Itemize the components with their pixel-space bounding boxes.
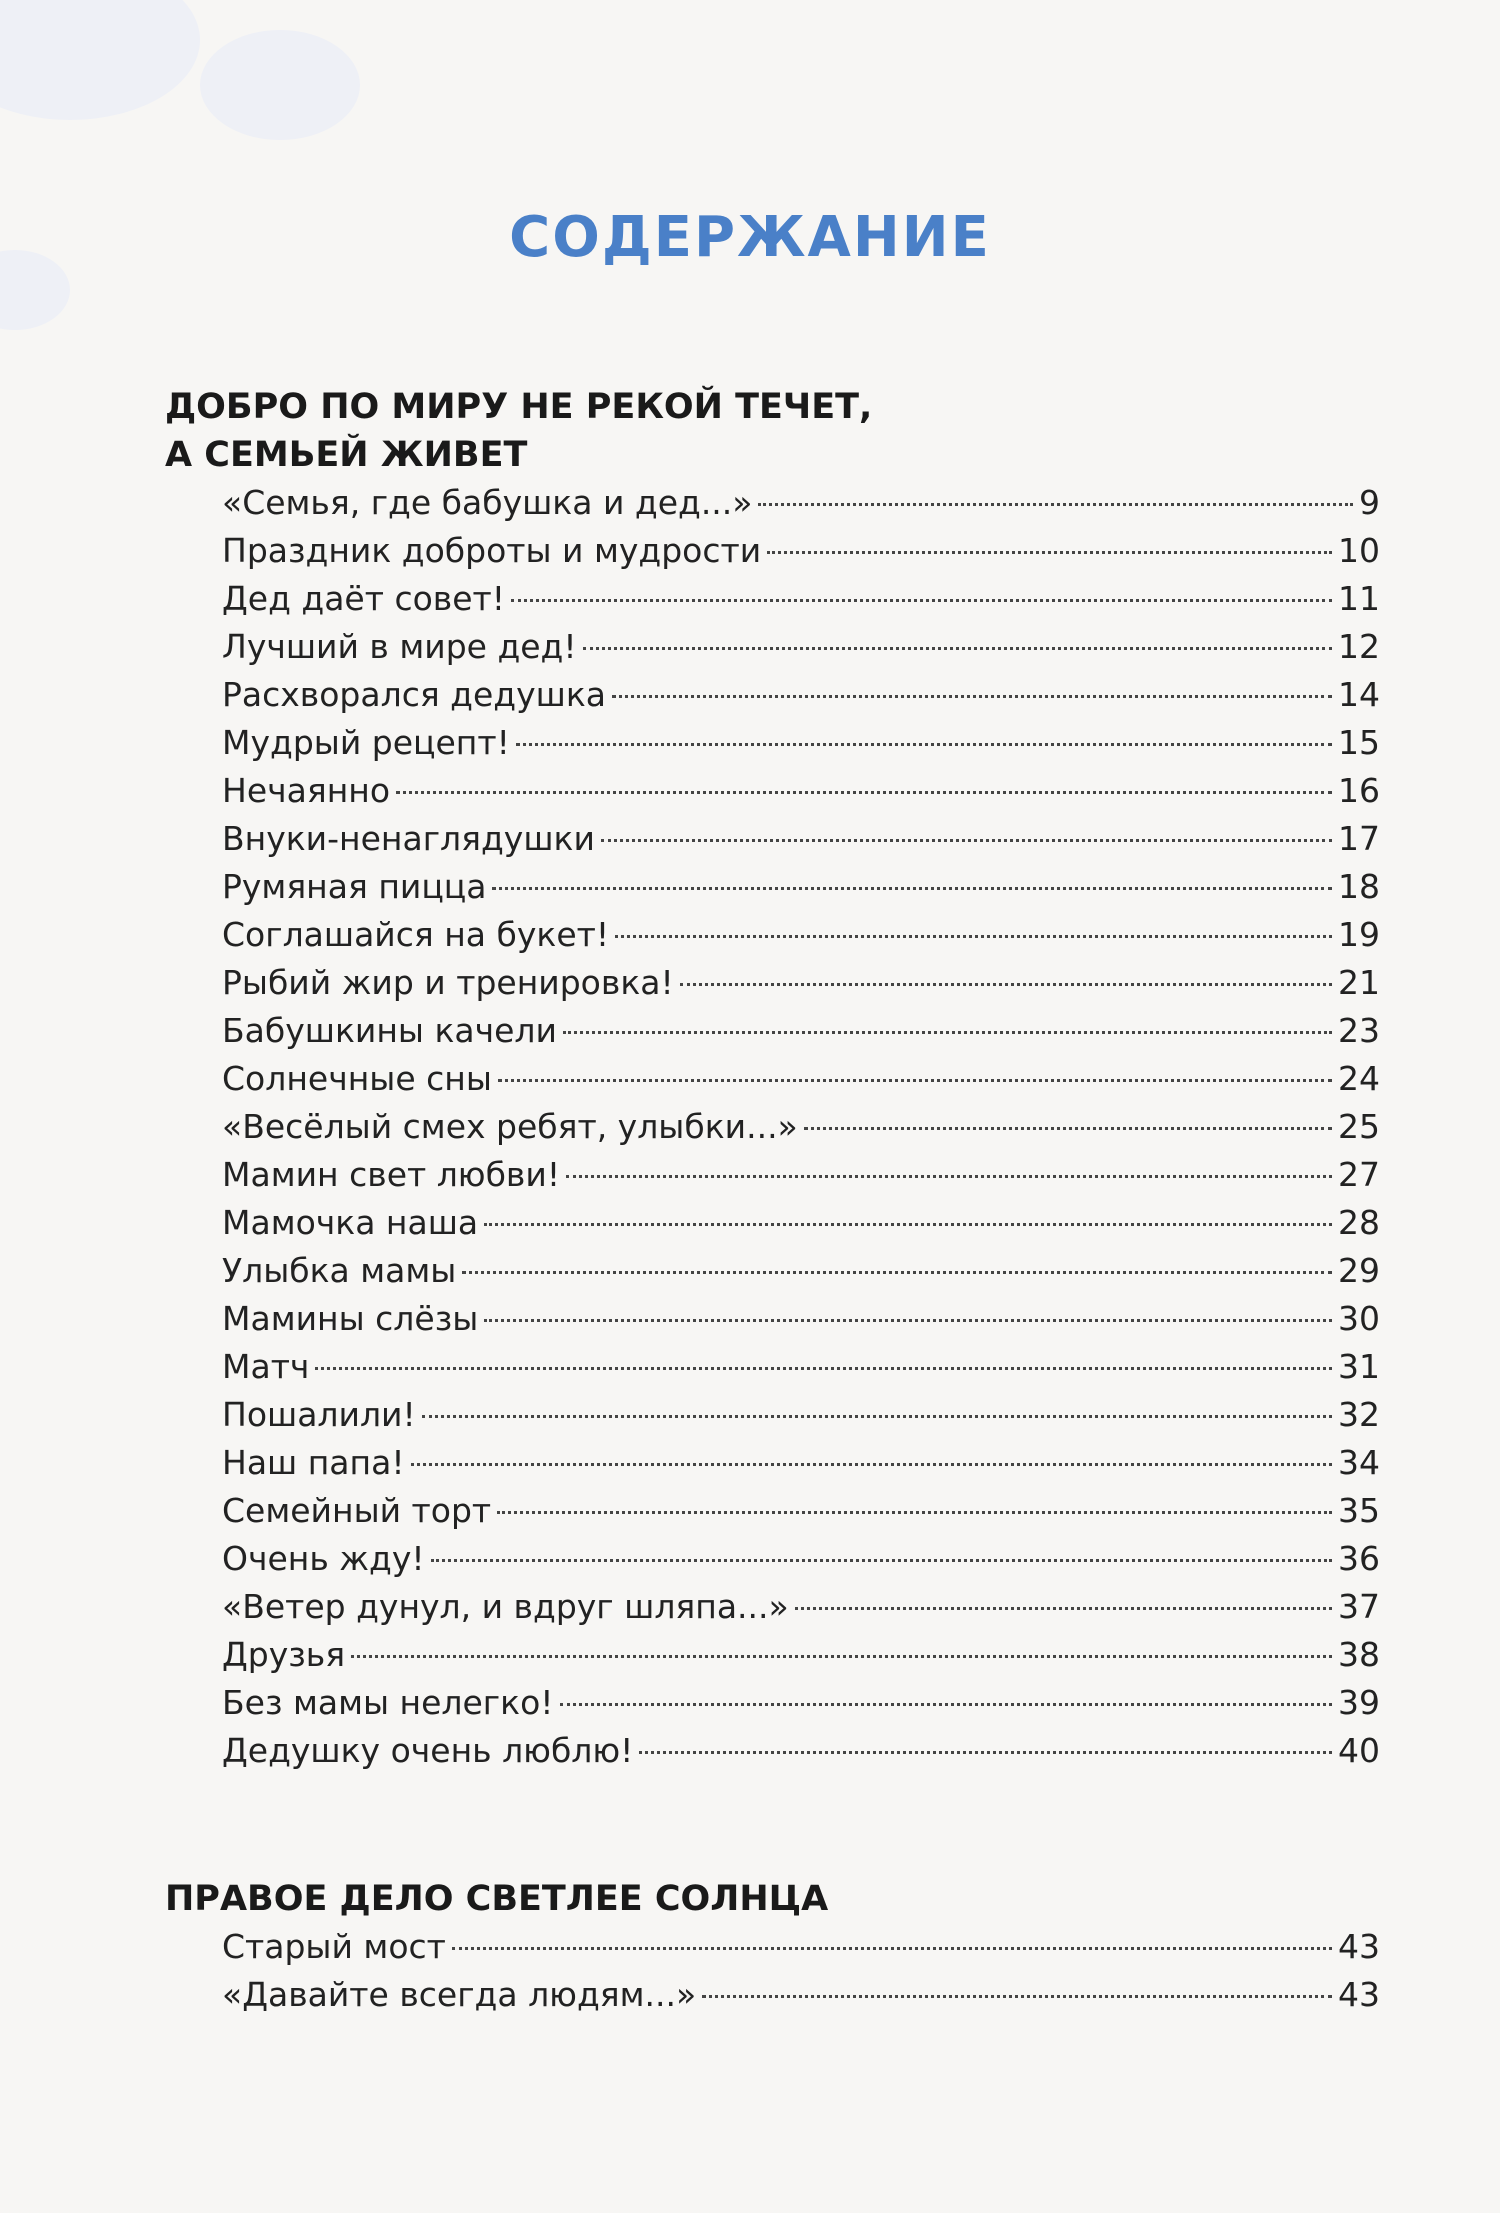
toc-entry[interactable] — [222, 1487, 1380, 1535]
toc-section — [165, 1875, 1380, 2019]
toc-entry-title: Рыбий жир и тренировка! — [222, 963, 674, 1002]
dot-leader — [563, 1031, 1332, 1034]
toc-entry[interactable] — [222, 1151, 1380, 1199]
toc-entry-page-number: 25 — [1338, 1107, 1380, 1146]
dot-leader — [422, 1415, 1332, 1418]
toc-entry[interactable] — [222, 1199, 1380, 1247]
section-heading-line: А СЕМЬЕЙ ЖИВЕТ — [165, 435, 528, 475]
toc-entry-title: Дедушку очень люблю! — [222, 1731, 634, 1770]
dot-leader — [601, 839, 1332, 842]
toc-entry-page-number: 9 — [1359, 483, 1380, 522]
toc-entry-title: «Семья, где бабушка и дед...» — [222, 483, 753, 522]
dot-leader — [498, 1079, 1332, 1082]
toc-entry[interactable] — [222, 575, 1380, 623]
toc-entry-page-number: 40 — [1338, 1731, 1380, 1770]
toc-entry-page-number: 28 — [1338, 1203, 1380, 1242]
toc-entry-page-number: 15 — [1338, 723, 1380, 762]
toc-entry-page-number: 11 — [1338, 579, 1380, 618]
dot-leader — [758, 503, 1353, 506]
toc-entry-page-number: 27 — [1338, 1155, 1380, 1194]
toc-entry-title: Соглашайся на букет! — [222, 915, 610, 954]
toc-entry-page-number: 43 — [1338, 1975, 1380, 2014]
toc-entry[interactable] — [222, 1631, 1380, 1679]
toc-entry-title: Нечаянно — [222, 771, 391, 810]
toc-entry-title: Пошалили! — [222, 1395, 416, 1434]
dot-leader — [497, 1511, 1332, 1514]
toc-entry-title: Солнечные сны — [222, 1059, 492, 1098]
dot-leader — [396, 791, 1332, 794]
toc-entry-page-number: 31 — [1338, 1347, 1380, 1386]
toc-entry-page-number: 37 — [1338, 1587, 1380, 1626]
dot-leader — [566, 1175, 1332, 1178]
toc-entry-title: Мамин свет любви! — [222, 1155, 561, 1194]
toc-entry-title: Без мамы нелегко! — [222, 1683, 554, 1722]
toc-entry[interactable] — [222, 1391, 1380, 1439]
dot-leader — [492, 887, 1332, 890]
toc-entry[interactable] — [222, 959, 1380, 1007]
dot-leader — [511, 599, 1332, 602]
toc-entry-page-number: 30 — [1338, 1299, 1380, 1338]
toc-entry[interactable] — [222, 1923, 1380, 1971]
toc-entry[interactable] — [222, 1727, 1380, 1775]
section-heading-line: ДОБРО ПО МИРУ НЕ РЕКОЙ ТЕЧЕТ, — [165, 387, 873, 427]
toc-entry[interactable] — [222, 1439, 1380, 1487]
toc-entry-page-number: 34 — [1338, 1443, 1380, 1482]
toc-entry[interactable] — [222, 1343, 1380, 1391]
toc-entry[interactable] — [222, 863, 1380, 911]
section-heading-line: ПРАВОЕ ДЕЛО СВЕТЛЕЕ СОЛНЦА — [165, 1879, 829, 1919]
dot-leader — [639, 1751, 1332, 1754]
toc-entry-page-number: 43 — [1338, 1927, 1380, 1966]
toc-entry[interactable] — [222, 479, 1380, 527]
toc-entry[interactable] — [222, 1247, 1380, 1295]
toc-entry[interactable] — [222, 1055, 1380, 1103]
dot-leader — [484, 1223, 1332, 1226]
toc-entry[interactable] — [222, 719, 1380, 767]
toc-entry[interactable] — [222, 1007, 1380, 1055]
section-heading — [165, 1875, 1380, 1923]
toc-entry-title: Внуки-ненаглядушки — [222, 819, 595, 858]
dot-leader — [560, 1703, 1333, 1706]
toc-entry-title: Наш папа! — [222, 1443, 405, 1482]
dot-leader — [702, 1995, 1332, 1998]
toc-entry-page-number: 21 — [1338, 963, 1380, 1002]
toc-entry[interactable] — [222, 623, 1380, 671]
toc-entry-page-number: 16 — [1338, 771, 1380, 810]
toc-entry[interactable] — [222, 767, 1380, 815]
toc-entry-page-number: 19 — [1338, 915, 1380, 954]
toc-entry-title: Лучший в мире дед! — [222, 627, 577, 666]
toc-entry-page-number: 17 — [1338, 819, 1380, 858]
toc-entry-title: Друзья — [222, 1635, 346, 1674]
toc-entry-title: Расхворался дедушка — [222, 675, 606, 714]
toc-entry-list — [165, 1923, 1380, 2019]
toc-entry-title: Румяная пицца — [222, 867, 487, 906]
toc-entry[interactable] — [222, 1583, 1380, 1631]
toc-entry[interactable] — [222, 671, 1380, 719]
toc-entry[interactable] — [222, 1679, 1380, 1727]
toc-entry-title: Мамины слёзы — [222, 1299, 479, 1338]
dot-leader — [452, 1947, 1332, 1950]
toc-entry-title: Матч — [222, 1347, 310, 1386]
toc-entry-page-number: 36 — [1338, 1539, 1380, 1578]
toc-entry-page-number: 39 — [1338, 1683, 1380, 1722]
toc-entry-title: Бабушкины качели — [222, 1011, 557, 1050]
decorative-cloud — [0, 0, 200, 120]
dot-leader — [431, 1559, 1332, 1562]
toc-entry-title: Семейный торт — [222, 1491, 492, 1530]
dot-leader — [615, 935, 1332, 938]
toc-entry[interactable] — [222, 1295, 1380, 1343]
toc-entry[interactable] — [222, 1971, 1380, 2019]
toc-entry-title: «Давайте всегда людям...» — [222, 1975, 697, 2014]
dot-leader — [804, 1127, 1332, 1130]
toc-entry-title: «Весёлый смех ребят, улыбки...» — [222, 1107, 798, 1146]
toc-entry-title: Очень жду! — [222, 1539, 425, 1578]
toc-entry-page-number: 10 — [1338, 531, 1380, 570]
decorative-cloud — [200, 30, 360, 140]
dot-leader — [612, 695, 1332, 698]
toc-entry[interactable] — [222, 815, 1380, 863]
dot-leader — [484, 1319, 1332, 1322]
toc-entry-title: Праздник доброты и мудрости — [222, 531, 762, 570]
dot-leader — [583, 647, 1332, 650]
dot-leader — [680, 983, 1332, 986]
toc-entry-title: Мамочка наша — [222, 1203, 479, 1242]
toc-entry[interactable] — [222, 527, 1380, 575]
toc-entry-page-number: 23 — [1338, 1011, 1380, 1050]
toc-entry-title: Улыбка мамы — [222, 1251, 457, 1290]
toc-entry-title: Старый мост — [222, 1927, 446, 1966]
section-heading — [165, 383, 1380, 479]
dot-leader — [351, 1655, 1332, 1658]
toc-entry[interactable] — [222, 911, 1380, 959]
toc-entry-page-number: 32 — [1338, 1395, 1380, 1434]
toc-entry-page-number: 35 — [1338, 1491, 1380, 1530]
toc-entry-page-number: 38 — [1338, 1635, 1380, 1674]
contents-title: СОДЕРЖАНИЕ — [509, 205, 991, 270]
toc-entry-title: Дед даёт совет! — [222, 579, 505, 618]
toc-entry-title: «Ветер дунул, и вдруг шляпа...» — [222, 1587, 789, 1626]
toc-entry-page-number: 12 — [1338, 627, 1380, 666]
toc-entry[interactable] — [222, 1535, 1380, 1583]
dot-leader — [315, 1367, 1332, 1370]
toc-entry-page-number: 14 — [1338, 675, 1380, 714]
toc-entry-page-number: 24 — [1338, 1059, 1380, 1098]
toc-entry-page-number: 29 — [1338, 1251, 1380, 1290]
dot-leader — [795, 1607, 1332, 1610]
dot-leader — [767, 551, 1332, 554]
toc-entry-list — [165, 479, 1380, 1775]
toc-entry-page-number: 18 — [1338, 867, 1380, 906]
toc-section — [165, 383, 1380, 1775]
toc-entry[interactable] — [222, 1103, 1380, 1151]
dot-leader — [462, 1271, 1332, 1274]
dot-leader — [411, 1463, 1332, 1466]
toc-entry-title: Мудрый рецепт! — [222, 723, 510, 762]
dot-leader — [516, 743, 1332, 746]
